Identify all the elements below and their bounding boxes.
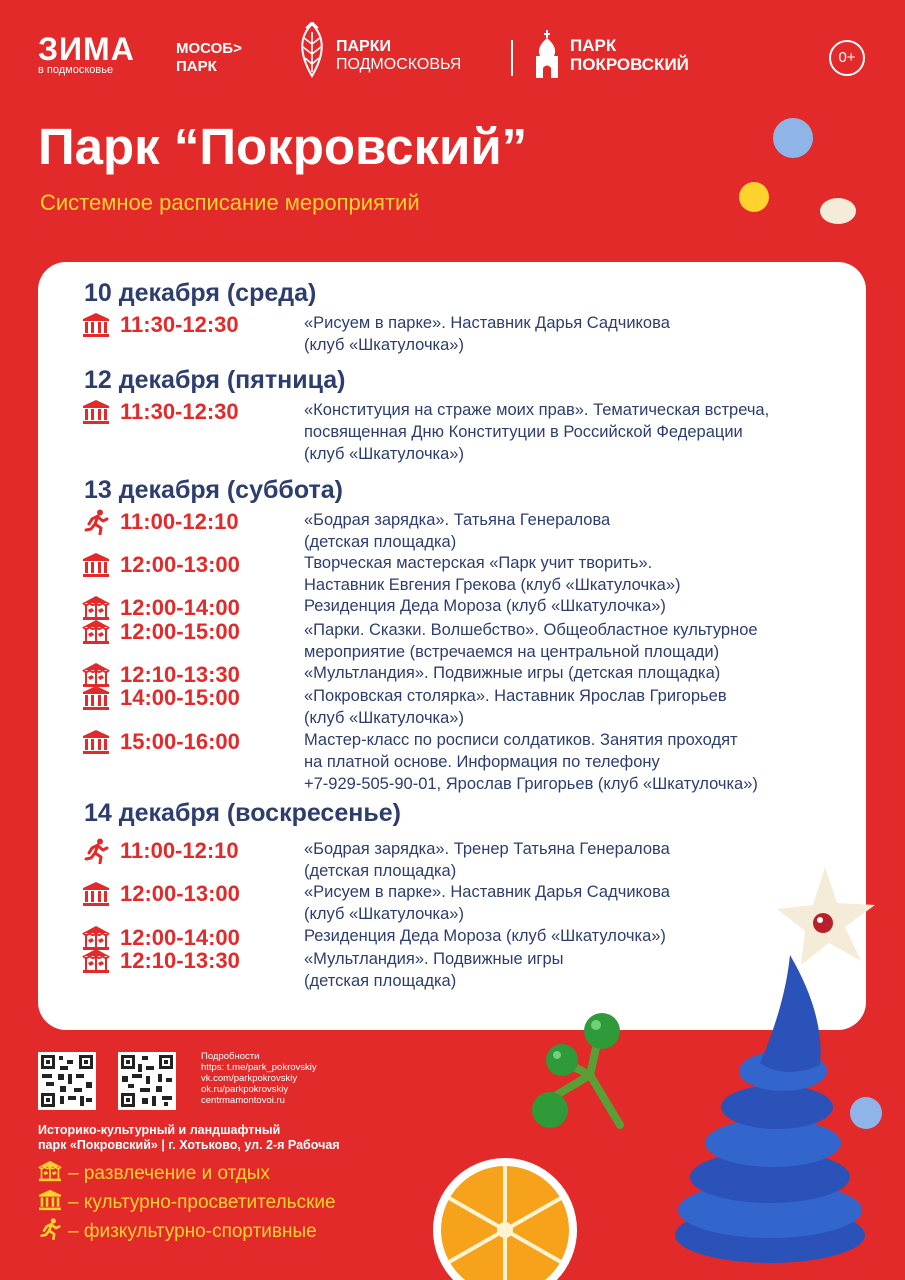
park-pokrovskiy-logo xyxy=(530,30,689,85)
event-description: Творческая мастерская «Парк учит творить». Наставник Евгения Грекова (клуб «Шкатулочка») xyxy=(304,554,681,594)
event-time: 12:00-14:00 xyxy=(120,925,240,950)
page-title: Парк “Покровский” xyxy=(38,118,528,175)
event-description: «Рисуем в парке». Наставник Дарья Садчикова (клуб «Шкатулочка») xyxy=(304,314,670,354)
zima-logo xyxy=(38,31,135,76)
age-rating-badge: 0+ xyxy=(829,40,865,76)
pokr-line2: ПОКРОВСКИЙ xyxy=(570,55,689,74)
event-description: «Бодрая зарядка». Татьяна Генералова (детская площадка) xyxy=(304,511,611,551)
legend-item xyxy=(38,1218,317,1244)
page-subtitle: Системное расписание мероприятий xyxy=(40,190,420,215)
museum-icon xyxy=(38,1189,62,1209)
event-time: 12:00-13:00 xyxy=(120,881,240,906)
event-time: 12:10-13:30 xyxy=(120,948,240,973)
decor-dot xyxy=(773,118,813,158)
museum-icon xyxy=(82,399,110,425)
day-heading: 14 декабря (воскресенье) xyxy=(84,799,401,827)
event-time: 11:30-12:30 xyxy=(120,312,239,337)
mosob-line1: МОСОБ> xyxy=(176,40,242,57)
decor-dot xyxy=(739,182,769,212)
event-time: 12:00-14:00 xyxy=(120,595,240,620)
runner-icon xyxy=(38,1218,62,1238)
qr-code xyxy=(38,1052,96,1110)
day-heading: 10 декабря (среда) xyxy=(84,279,317,307)
event-description: Резиденция Деда Мороза (клуб «Шкатулочка») xyxy=(304,927,666,945)
mosobpark-logo xyxy=(176,40,242,76)
event-time: 12:00-15:00 xyxy=(120,619,240,644)
event-description: «Рисуем в парке». Наставник Дарья Садчикова (клуб «Шкатулочка») xyxy=(304,883,670,923)
museum-icon xyxy=(82,881,110,907)
event-description: Резиденция Деда Мороза (клуб «Шкатулочка») xyxy=(304,597,666,615)
carousel-icon xyxy=(38,1160,62,1180)
logo-divider xyxy=(511,40,513,76)
museum-icon xyxy=(82,729,110,755)
leaf-icon xyxy=(292,22,332,78)
mosob-line2: ПАРК xyxy=(176,58,217,75)
carousel-icon xyxy=(82,619,110,645)
event-description: «Парки. Сказки. Волшебство». Общеобластное культурное мероприятие (встречаемся на центральной площади) xyxy=(304,621,758,661)
legend-label: – культурно-просветительские xyxy=(68,1192,336,1213)
qr-code xyxy=(118,1052,176,1110)
zima-title: ЗИМА xyxy=(38,31,135,67)
pokr-line1: ПАРК xyxy=(570,36,617,55)
carousel-icon xyxy=(82,948,110,974)
zima-subtitle: в подмосковье xyxy=(38,64,114,76)
event-time: 14:00-15:00 xyxy=(120,685,240,710)
event-time: 11:00-12:10 xyxy=(120,838,239,863)
event-description: «Бодрая зарядка». Тренер Татьяна Генералова (детская площадка) xyxy=(304,840,670,880)
runner-icon xyxy=(82,838,110,864)
berry-branch-icon xyxy=(520,1005,650,1135)
parki-line1: ПАРКИ xyxy=(336,38,391,55)
parki-podmoskovya-logo xyxy=(292,22,502,78)
day-heading: 13 декабря (суббота) xyxy=(84,476,343,504)
toy-tree-icon xyxy=(665,865,900,1265)
event-description: Мастер-класс по росписи солдатиков. Занятия проходят на платной основе. Информация по телефону +7-929-505-90-01, Ярослав Григорьев (клуб «Шкатулочка») xyxy=(304,731,758,793)
event-time: 11:30-12:30 xyxy=(120,399,239,424)
legend-label: – физкультурно-спортивные xyxy=(68,1221,317,1242)
day-heading: 12 декабря (пятница) xyxy=(84,366,346,394)
park-address: Историко-культурный и ландшафтный парк «Покровский» | г. Хотьково, ул. 2-я Рабочая xyxy=(38,1123,340,1152)
event-description: «Мультландия». Подвижные игры (детская площадка) xyxy=(304,950,564,990)
event-time: 12:10-13:30 xyxy=(120,662,240,687)
legend-label: – развлечение и отдых xyxy=(68,1163,270,1184)
orange-slice-icon xyxy=(430,1150,580,1280)
event-time: 11:00-12:10 xyxy=(120,509,239,534)
legend-item xyxy=(38,1189,336,1215)
event-description: «Покровская столярка». Наставник Ярослав Григорьев (клуб «Шкатулочка») xyxy=(304,687,727,727)
carousel-icon xyxy=(82,595,110,621)
church-icon xyxy=(530,30,564,80)
parki-line2: ПОДМОСКОВЬЯ xyxy=(336,56,462,73)
event-description: «Мультландия». Подвижные игры (детская площадка) xyxy=(304,664,721,682)
event-time: 15:00-16:00 xyxy=(120,729,240,754)
event-time: 12:00-13:00 xyxy=(120,552,240,577)
museum-icon xyxy=(82,552,110,578)
event-description: «Конституция на страже моих прав». Тематическая встреча, посвященная Дню Конституции в Российской Федерации (клуб «Шкатулочка») xyxy=(304,401,770,463)
runner-icon xyxy=(82,509,110,535)
museum-icon xyxy=(82,685,110,711)
museum-icon xyxy=(82,312,110,338)
contact-details: Подробности https: t.me/park_pokrovskiy vk.com/parkpokrovskiy ok.ru/parkpokrovskiy centrmamontovoi.ru xyxy=(201,1051,317,1106)
header xyxy=(0,0,905,100)
legend-item xyxy=(38,1160,270,1186)
decor-dot xyxy=(820,198,856,224)
